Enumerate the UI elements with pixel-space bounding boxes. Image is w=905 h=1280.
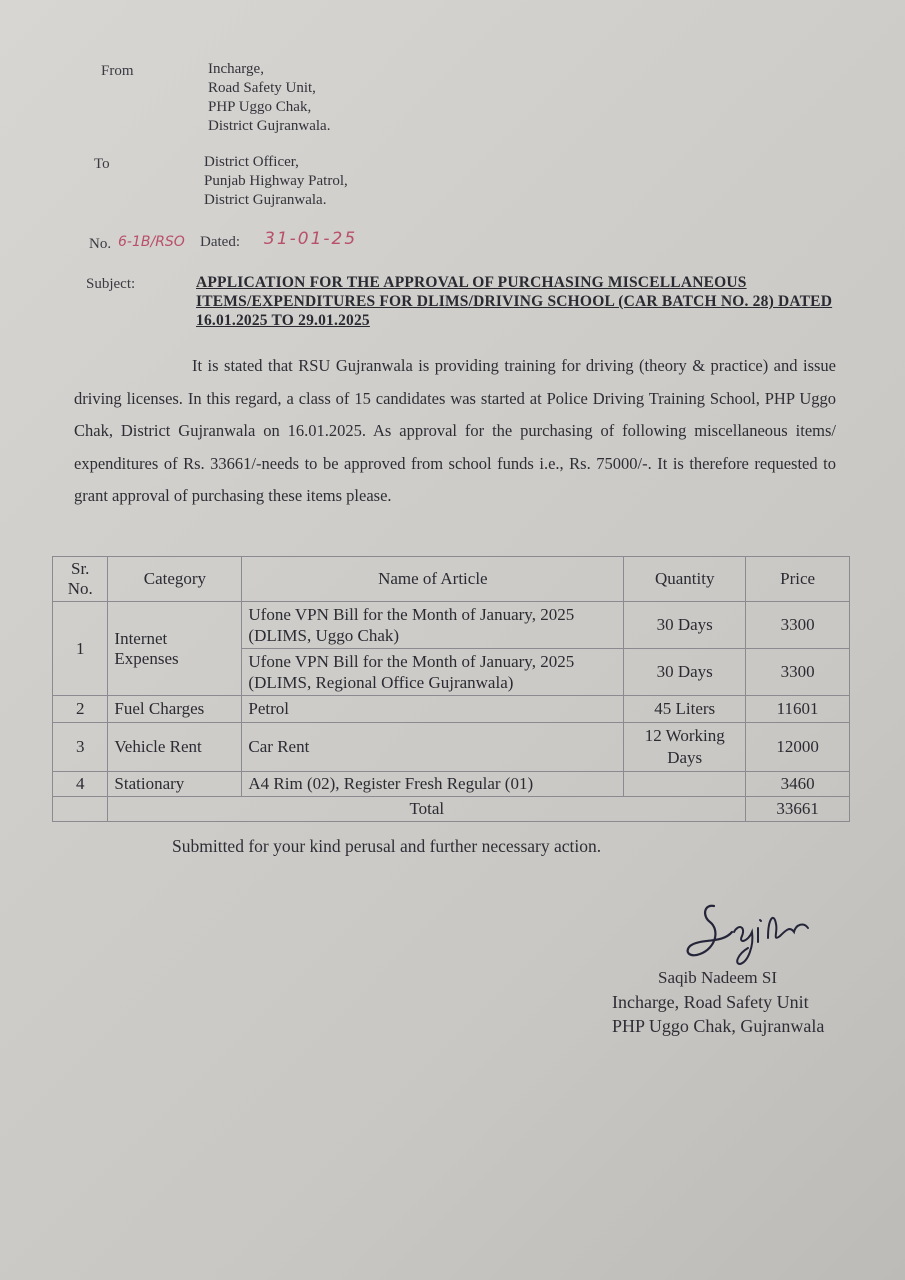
cell-quantity: 45 Liters	[624, 696, 746, 723]
table-row	[53, 772, 850, 797]
signature-handwriting-icon	[676, 898, 826, 970]
table-row	[53, 602, 850, 649]
total-label: Total	[108, 797, 746, 822]
cell-name: A4 Rim (02), Register Fresh Regular (01)	[242, 772, 624, 797]
header-quantity: Quantity	[624, 557, 746, 602]
from-line: Incharge,	[208, 61, 264, 77]
from-line: Road Safety Unit,	[208, 80, 316, 96]
cell-quantity: 30 Days	[624, 602, 746, 649]
cell-quantity: 12 Working Days	[624, 723, 746, 772]
to-address	[204, 153, 348, 210]
to-line: District Officer,	[204, 154, 299, 170]
signature-block	[612, 966, 872, 1038]
number-value: 6-1B/RSO	[118, 234, 185, 250]
header-price: Price	[746, 557, 850, 602]
cell-sr: 3	[53, 723, 108, 772]
dated-label: Dated:	[200, 234, 240, 250]
cell-price: 3300	[746, 649, 850, 696]
cell-name: Car Rent	[242, 723, 624, 772]
cell-sr: 4	[53, 772, 108, 797]
cell-price: 12000	[746, 723, 850, 772]
header-name: Name of Article	[242, 557, 624, 602]
cell-category: Vehicle Rent	[108, 723, 242, 772]
to-label: To	[94, 156, 110, 172]
from-line: District Gujranwala.	[208, 118, 331, 134]
submitted-line: Submitted for your kind perusal and further necessary action.	[172, 836, 602, 856]
body-text: It is stated that RSU Gujranwala is providing training for driving (theory & practice) and issue driving licenses. In this regard, a class of 15 candidates was started at Police Driving Training School, PHP Uggo Chak, District Gujranwala on 16.01.2025. As approval for the purchasing of following miscellaneous items/ expenditures of Rs. 33661/-needs to be approved from school funds i.e., Rs. 75000/-. It is therefore requested to grant approval of purchasing these items please.	[74, 356, 836, 505]
items-table	[52, 556, 850, 822]
from-line: PHP Uggo Chak,	[208, 99, 312, 115]
cell-category: Fuel Charges	[108, 696, 242, 723]
to-line: District Gujranwala.	[204, 192, 327, 208]
total-value: 33661	[746, 797, 850, 822]
cell-empty	[53, 797, 108, 822]
cell-category: Internet Expenses	[108, 602, 242, 696]
to-line: Punjab Highway Patrol,	[204, 173, 348, 189]
signature-place: PHP Uggo Chak, Gujranwala	[612, 1016, 825, 1036]
signature-title: Incharge, Road Safety Unit	[612, 992, 809, 1012]
cell-quantity: 30 Days	[624, 649, 746, 696]
from-address	[208, 60, 330, 136]
subject-text: APPLICATION FOR THE APPROVAL OF PURCHASING MISCELLANEOUS ITEMS/EXPENDITURES FOR DLIMS/DRIVING SCHOOL (CAR BATCH NO. 28) DATED 16.01.2025 TO 29.01.2025	[196, 274, 833, 329]
cell-name: Ufone VPN Bill for the Month of January, 2025 (DLIMS, Uggo Chak)	[242, 602, 624, 649]
cell-category: Stationary	[108, 772, 242, 797]
cell-name: Petrol	[242, 696, 624, 723]
table-row	[53, 696, 850, 723]
cell-sr: 2	[53, 696, 108, 723]
cell-sr: 1	[53, 602, 108, 696]
header-category: Category	[108, 557, 242, 602]
cell-price: 3460	[746, 772, 850, 797]
header-sr: Sr. No.	[53, 557, 108, 602]
dated-value: 31-01-25	[264, 229, 358, 249]
subject-label: Subject:	[86, 276, 136, 292]
body-paragraph	[74, 350, 836, 513]
cell-quantity	[624, 772, 746, 797]
table-row	[53, 723, 850, 772]
cell-name: Ufone VPN Bill for the Month of January, 2025 (DLIMS, Regional Office Gujranwala)	[242, 649, 624, 696]
number-label: No.	[89, 236, 112, 252]
from-label: From	[101, 63, 134, 79]
cell-price: 3300	[746, 602, 850, 649]
table-total-row	[53, 797, 850, 822]
table-header-row	[53, 557, 850, 602]
cell-price: 11601	[746, 696, 850, 723]
signature-name: Saqib Nadeem SI	[658, 968, 777, 987]
